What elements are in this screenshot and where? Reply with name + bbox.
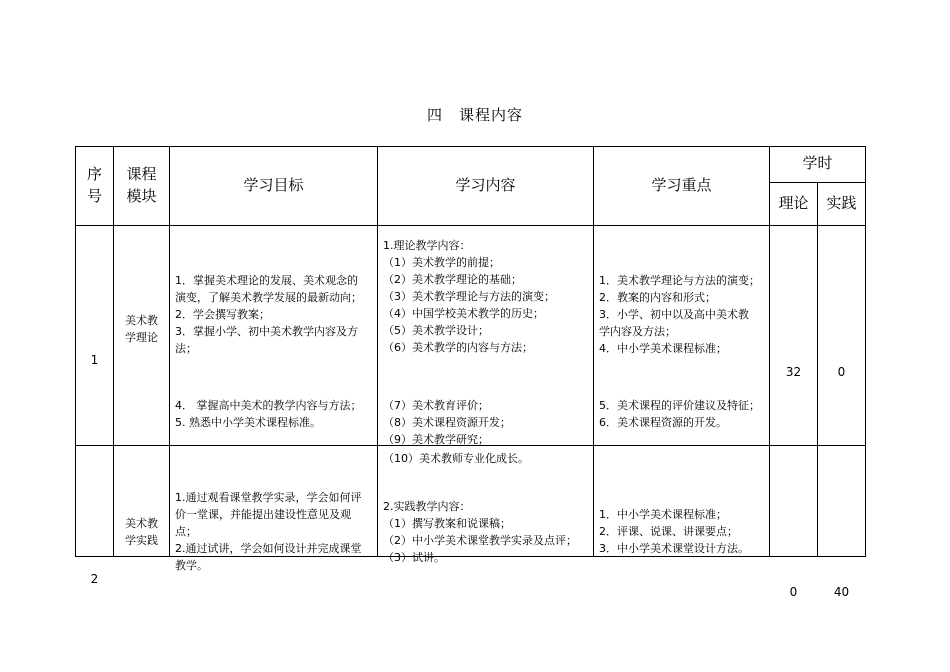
goal-line: 1．掌握美术理论的发展、美术观念的 — [175, 274, 358, 287]
row2-content — [383, 498, 577, 566]
row2-seq: 2 — [90, 572, 99, 586]
header-divider — [75, 225, 866, 226]
goal-line: 法； — [175, 342, 197, 355]
content-line: （3）试讲。 — [383, 551, 445, 564]
row2-theory-hours: 0 — [789, 585, 798, 599]
content-line: （9）美术教学研究； — [383, 433, 489, 446]
row1-seq: 1 — [90, 353, 99, 367]
row1-theory-hours: 32 — [785, 365, 802, 379]
row2-module — [114, 515, 169, 549]
header-seq-line: 序 — [86, 165, 102, 183]
focus-line: 3．小学、初中以及高中美术教 — [599, 308, 749, 321]
goal-line: 点； — [175, 525, 197, 538]
header-content: 学习内容 — [455, 176, 516, 194]
row2-practice-hours: 40 — [833, 585, 850, 599]
row1-goals-cont — [175, 397, 362, 431]
table-border-top — [75, 146, 866, 147]
col-rule-7 — [865, 146, 866, 557]
focus-line: 6．美术课程资源的开发。 — [599, 416, 727, 429]
content-line: （1）撰写教案和说课稿； — [383, 517, 511, 530]
goal-line: 1.通过观看课堂教学实录，学会如何评 — [175, 491, 362, 504]
col-rule-0 — [75, 146, 76, 557]
goal-line: 3．掌握小学、初中美术教学内容及方 — [175, 325, 358, 338]
content-line: （5）美术教学设计； — [383, 324, 489, 337]
content-line: （2）美术教学理论的基础； — [383, 273, 522, 286]
page-title: 四 课程内容 — [426, 106, 523, 124]
content-line: 1.理论教学内容： — [383, 239, 471, 252]
header-practice: 实践 — [826, 194, 857, 212]
content-line: （7）美术教育评价； — [383, 399, 489, 412]
goal-line: 演变，了解美术教学发展的最新动向； — [175, 291, 362, 304]
module-line: 美术教 — [125, 314, 158, 327]
content-line: 2.实践教学内容： — [383, 500, 471, 513]
row1-focus — [599, 272, 760, 357]
header-theory: 理论 — [778, 194, 809, 212]
col-rule-2 — [169, 146, 170, 557]
col-rule-1 — [113, 146, 114, 557]
focus-line: 1．美术教学理论与方法的演变； — [599, 274, 760, 287]
header-module — [114, 163, 169, 207]
goal-line: 价一堂课，并能提出建设性意见及观 — [175, 508, 351, 521]
content-line: （10）美术教师专业化成长。 — [383, 452, 529, 465]
content-line: （3）美术教学理论与方法的演变； — [383, 290, 555, 303]
row1-goals — [175, 272, 362, 357]
header-hours: 学时 — [802, 154, 833, 172]
goal-line: 2．学会撰写教案； — [175, 308, 270, 321]
content-line: （4）中国学校美术教学的历史； — [383, 307, 544, 320]
row1-content — [383, 237, 555, 356]
focus-line: 学内容及方法； — [599, 325, 676, 338]
header-seq — [76, 163, 113, 207]
goal-line: 5. 熟悉中小学美术课程标准。 — [175, 416, 321, 429]
module-line: 美术教 — [125, 517, 158, 530]
focus-line: 2．教案的内容和形式； — [599, 291, 716, 304]
goal-line: 教学。 — [175, 559, 208, 572]
focus-line: 5．美术课程的评价建议及特征； — [599, 399, 760, 412]
row1-focus-cont — [599, 397, 760, 431]
module-line: 学理论 — [125, 331, 158, 344]
col-rule-4 — [593, 146, 594, 557]
goal-line: 2.通过试讲，学会如何设计并完成课堂 — [175, 542, 362, 555]
row1-module — [114, 312, 169, 346]
header-seq-line: 号 — [86, 187, 102, 205]
row1-content-cont — [383, 397, 529, 467]
header-focus: 学习重点 — [651, 176, 712, 194]
focus-line: 3．中小学美术课堂设计方法。 — [599, 542, 749, 555]
header-goals: 学习目标 — [243, 176, 304, 194]
content-line: （6）美术教学的内容与方法； — [383, 341, 533, 354]
row2-goals — [175, 489, 362, 574]
focus-line: 4．中小学美术课程标准； — [599, 342, 727, 355]
content-line: （1）美术教学的前提； — [383, 256, 500, 269]
module-line: 学实践 — [125, 534, 158, 547]
header-module-line: 课程 — [126, 165, 157, 183]
row2-focus — [599, 506, 749, 557]
content-line: （8）美术课程资源开发； — [383, 416, 511, 429]
row1-practice-hours: 0 — [837, 365, 846, 379]
col-rule-3 — [377, 146, 378, 557]
focus-line: 2．评课、说课、讲课要点； — [599, 525, 738, 538]
content-line: （2）中小学美术课堂教学实录及点评； — [383, 534, 577, 547]
goal-line: 4． 掌握高中美术的教学内容与方法； — [175, 399, 362, 412]
header-module-line: 模块 — [126, 187, 157, 205]
focus-line: 1．中小学美术课程标准； — [599, 508, 727, 521]
